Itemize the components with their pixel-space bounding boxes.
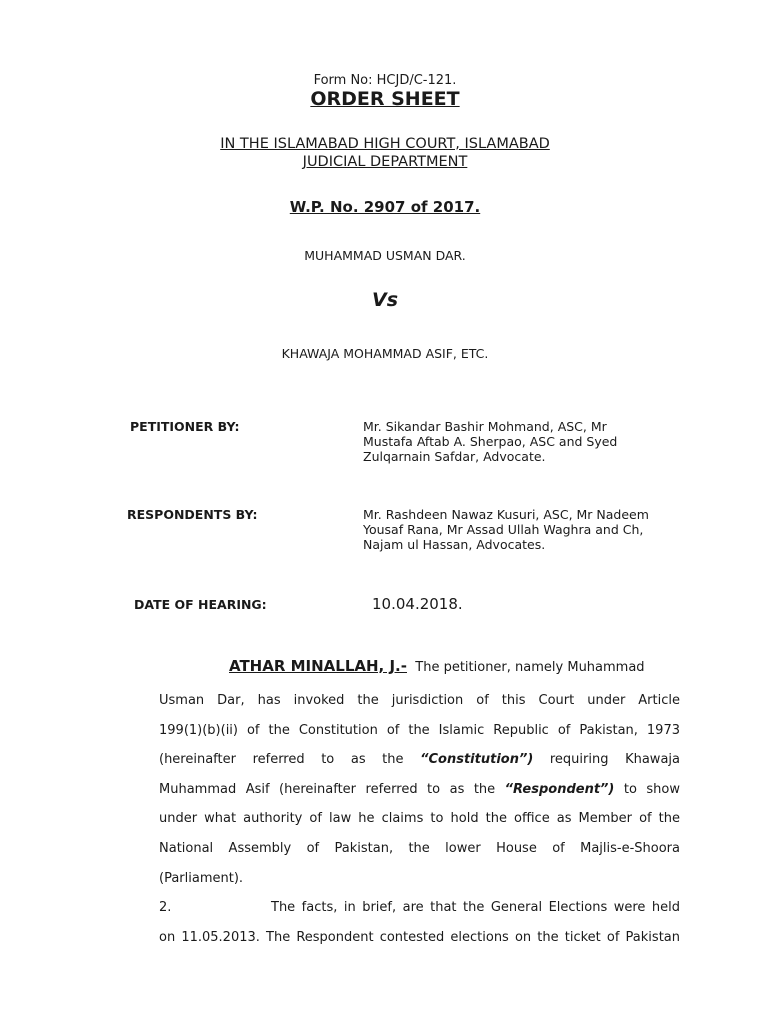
judgment-line: on 11.05.2013. The Respondent contested elections on the ticket of Pakistan — [159, 929, 680, 945]
petitioner-counsel-line: Mr. Sikandar Bashir Mohmand, ASC, Mr — [363, 419, 607, 434]
respondents-counsel-line: Mr. Rashdeen Nawaz Kusuri, ASC, Mr Nadeem — [363, 507, 649, 522]
judgment-line: Usman Dar, has invoked the jurisdiction of this Court under Article — [159, 693, 680, 708]
hearing-date-label: DATE OF HEARING: — [134, 597, 267, 612]
judgment-line-text: Muhammad Asif (hereinafter referred to as the — [159, 781, 496, 797]
petitioner-counsel — [363, 419, 663, 464]
court-name: IN THE ISLAMABAD HIGH COURT, ISLAMABAD — [220, 136, 550, 152]
versus-label: Vs — [371, 289, 398, 311]
judgment-line — [159, 893, 680, 923]
judgment-line-text: to show — [623, 781, 680, 797]
form-number: Form No: HCJD/C-121. — [313, 73, 457, 88]
petitioner-counsel-label: PETITIONER BY: — [130, 419, 240, 434]
judgment-line — [159, 745, 680, 775]
paragraph-number: 2. — [159, 900, 172, 916]
respondent-name: KHAWAJA MOHAMMAD ASIF, ETC. — [281, 346, 489, 361]
department-name: JUDICIAL DEPARTMENT — [302, 154, 468, 170]
petitioner-counsel-line: Mustafa Aftab A. Sherpao, ASC and Syed — [363, 434, 618, 449]
respondents-counsel-label: RESPONDENTS BY: — [127, 507, 258, 522]
judgment-body — [159, 686, 680, 952]
judgment-line: under what authority of law he claims to hold the office as Member of the — [159, 811, 680, 827]
judgment-opening — [229, 657, 645, 675]
judgment-line-text: (hereinafter referred to as the — [159, 752, 404, 768]
judgment-line: (Parliament). — [159, 870, 244, 886]
case-number: W.P. No. 2907 of 2017. — [289, 198, 481, 216]
document-title: ORDER SHEET — [310, 88, 460, 110]
hearing-date: 10.04.2018. — [372, 595, 463, 613]
judgment-first-line: The petitioner, namely Muhammad — [415, 660, 645, 675]
judgment-line: 199(1)(b)(ii) of the Constitution of the Islamic Republic of Pakistan, 1973 — [159, 722, 680, 738]
term-constitution: “Constitution”) — [420, 752, 534, 768]
respondents-counsel-line: Najam ul Hassan, Advocates. — [363, 537, 546, 552]
term-respondent: “Respondent”) — [504, 781, 615, 797]
petitioner-name: MUHAMMAD USMAN DAR. — [304, 248, 466, 263]
judgment-line — [159, 775, 680, 805]
judgment-line: National Assembly of Pakistan, the lower House of Majlis-e-Shoora — [159, 840, 680, 856]
judgment-line-text: requiring Khawaja — [549, 752, 680, 768]
petitioner-counsel-line: Zulqarnain Safdar, Advocate. — [363, 449, 546, 464]
judge-name: ATHAR MINALLAH, J.- — [229, 657, 407, 675]
judgment-line-text: The facts, in brief, are that the General Elections were held — [271, 900, 680, 916]
respondents-counsel-line: Yousaf Rana, Mr Assad Ullah Waghra and Ch, — [363, 522, 644, 537]
respondents-counsel — [363, 507, 663, 552]
